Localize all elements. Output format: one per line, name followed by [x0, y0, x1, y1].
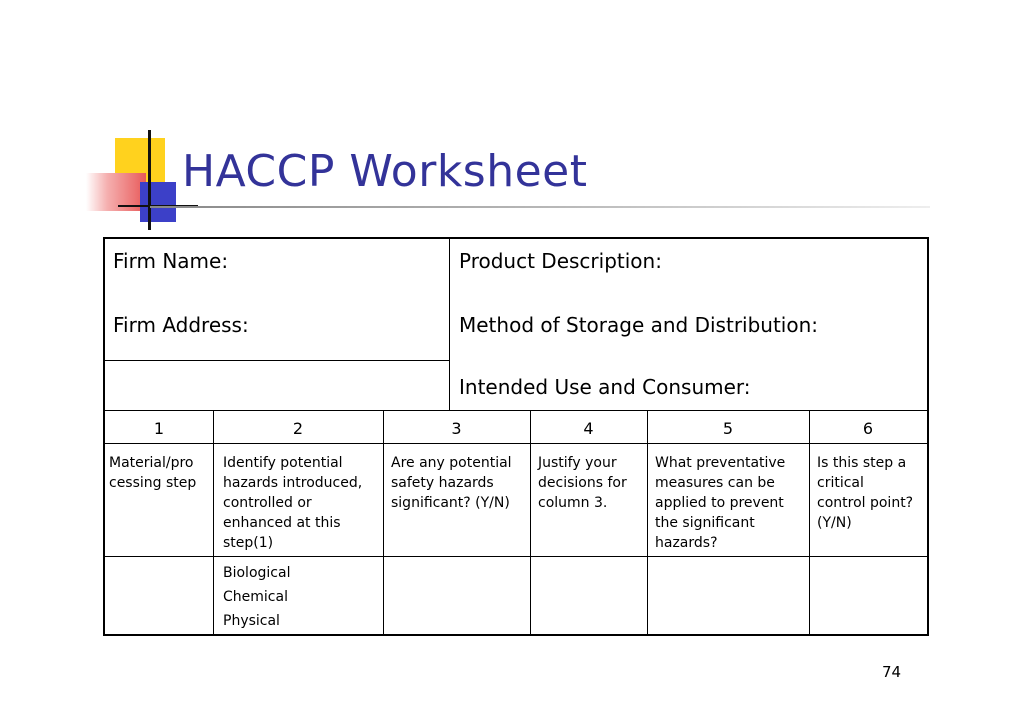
storage-distribution-label: Method of Storage and Distribution:: [459, 313, 819, 337]
column-header-5: What preventative measures can be applied to prevent the significant hazards?: [655, 455, 786, 551]
column-number-4: 4: [583, 419, 594, 438]
col-divider-2: [383, 410, 384, 636]
column-number-5: 5: [722, 419, 734, 438]
column-header-2: Identify potential hazards introduced, controlled or enhanced at this step(1): [223, 455, 363, 551]
logo-vertical-line: [148, 130, 151, 230]
firm-name-label: Firm Name:: [113, 249, 229, 273]
logo-blue-square: [140, 182, 176, 222]
title-underline: [150, 206, 930, 208]
product-description-label: Product Description:: [459, 249, 662, 273]
list-item: Biological: [223, 565, 291, 581]
slide-title: HACCP Worksheet: [182, 146, 588, 197]
page-number: 74: [882, 663, 902, 681]
column-number-3: 3: [451, 419, 462, 438]
info-left-empty: [105, 361, 450, 410]
column-header-4: Justify your decisions for column 3.: [538, 455, 627, 511]
haccp-worksheet-table: [103, 237, 929, 636]
list-item: Physical: [223, 613, 280, 629]
column-number-1: 1: [153, 419, 165, 438]
column-header-3: Are any potential safety hazards significant? (Y/N): [391, 455, 512, 511]
column-number-2: 2: [292, 419, 304, 438]
hazard-type-list: [213, 561, 383, 633]
row-divider-body: [105, 556, 927, 557]
col-divider-3: [530, 410, 531, 636]
column-header-6: Is this step a critical control point? (Y/N): [817, 455, 914, 531]
firm-address-label: Firm Address:: [113, 313, 249, 337]
row-divider-numbers: [105, 410, 927, 411]
intended-use-label: Intended Use and Consumer:: [459, 375, 751, 399]
column-header-1: Material/pro cessing step: [109, 455, 197, 491]
row-divider-headers: [105, 443, 927, 444]
column-number-6: 6: [862, 419, 874, 438]
list-item: Chemical: [223, 589, 288, 605]
